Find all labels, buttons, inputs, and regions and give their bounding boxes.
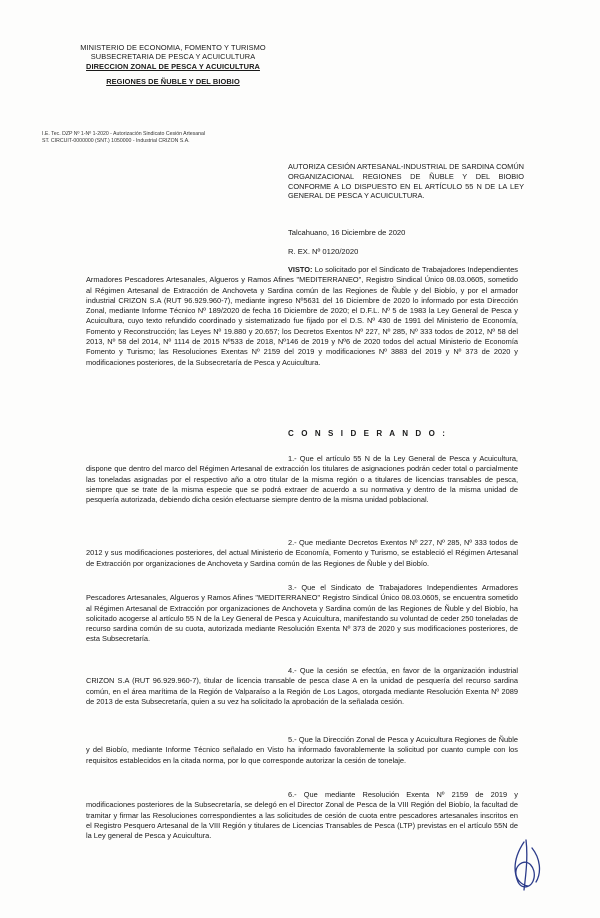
letterhead	[58, 43, 288, 87]
considerando-paragraph-1: 1.- Que el artículo 55 N de la Ley General de Pesca y Acuicultura, dispone que dentro del marco del Régimen Artesanal de extracción los titulares de asignaciones podrán ceder total o parcialmente las toneladas asignadas por el respectivo año a otro titular de la misma región o a titulares de licencias transables de pesca, siempre que se trate de la misma especie que se podrá extraer de acuerdo a su normativa y dentro de la misma unidad de pesquería autorizada, debiendo dicha cesión efectuarse siempre dentro de la misma unidad poblacional.	[86, 454, 518, 505]
considerando-paragraph-3: 3.- Que el Sindicato de Trabajadores Independientes Armadores Pescadores Artesanales, Algueros y Ramos Afines "MEDITERRANEO" Registro Sindical Único 08.03.0605, se encuentra sometido al Régimen Artesanal de Extracción por organizaciones de Anchoveta y Sardina común de las Regiones de Ñuble y del Biobío, ha solicitado acogerse al artículo 55 N de la Ley General de Pesca y Acuicultura, manifestando su voluntad de ceder 250 toneladas de recurso sardina común de su cuota, autorizada mediante Resolución Exenta Nº 373 de 2020 y sus modificaciones posteriores, de esta Subsecretaría.	[86, 583, 518, 644]
resolution-number: R. EX. Nº 0120/2020	[288, 247, 359, 256]
reference-line-1: I.E. Tec. DZP Nº 1-Nº 1-2020 - Autorización Sindicato Cesión Artesanal	[42, 131, 206, 137]
considerando-paragraph-2: 2.- Que mediante Decretos Exentos Nº 227, Nº 285, Nº 333 todos de 2012 y sus modificaciones posteriores, del actual Ministerio de Economía, Fomento y Turismo, se estableció el Régimen Artesanal de Extracción por organizaciones de Anchoveta y Sardina común de las Regiones de Ñuble y del Biobío.	[86, 538, 518, 568]
handwritten-signature	[502, 838, 550, 892]
regions-name: REGIONES DE ÑUBLE Y DEL BIOBIO	[106, 77, 240, 87]
reference-line-2: ST. CIRCUIT-0000000 (SNT.) 1050000 - Industrial CRIZON S.A.	[42, 137, 190, 144]
resolution-subject: AUTORIZA CESIÓN ARTESANAL-INDUSTRIAL DE SARDINA COMÚN ORGANIZACIONAL REGIONES DE ÑUBLE Y DEL BIOBIO CONFORME A LO DISPUESTO EN EL ARTÍCULO 55 N DE LA LEY GENERAL DE PESCA Y ACUICULTURA.	[288, 162, 524, 201]
considerando-paragraph-6: 6.- Que mediante Resolución Exenta Nº 2159 de 2019 y modificaciones posteriores de la Subsecretaría, se delegó en el Director Zonal de Pesca de la VIII Región del Biobío, la facultad de tramitar y firmar las Resoluciones correspondientes a las solicitudes de cesión de cuota entre pescadores artesanales inscritos en el Registro Pesquero Artesanal de la VIII Región y titulares de Licencias Transables de Pesca (LTP) previstas en el artículo 55N de la Ley general de Pesca y Acuicultura.	[86, 790, 518, 841]
zonal-direction-name: DIRECCION ZONAL DE PESCA Y ACUICULTURA	[86, 61, 260, 71]
ministry-name: MINISTERIO DE ECONOMIA, FOMENTO Y TURISMO	[80, 43, 266, 52]
visto-label: VISTO:	[288, 265, 313, 274]
resolution-date: Talcahuano, 16 Diciembre de 2020	[288, 228, 406, 237]
considerando-paragraph-4: 4.- Que la cesión se efectúa, en favor de la organización industrial CRIZON S.A (RUT 96.929.960-7), titular de licencia transable de pesca clase A en la unidad de pesquería del recurso sardina común, en el área marítima de la Región de Valparaíso a la Región de Los Lagos, otorgada mediante Resolución Exenta Nº 2089 de 2013 de esta Subsecretaría, quien a su vez ha solicitado la aprobación de la señalada cesión.	[86, 666, 518, 706]
visto-text: Lo solicitado por el Sindicato de Trabajadores Independientes Armadores Pescadores Artesanales, Algueros y Ramos Afines "MEDITERRANEO", Registro Sindical Único 08.03.0605, sometido al Régimen Artesanal de Extracción de Anchoveta y Sardina común de las Regiones de Ñuble y del Biobío, y por el armador industrial CRIZON S.A (RUT 96.929.960-7), mediante ingreso Nº5631 del 16 Diciembre de 2020 lo informado por esta Dirección Zonal, mediante Informe Técnico Nº 189/2020 de fecha 16 Diciembre de 2020; el D.F.L. Nº 5 de 1983 la Ley General de Pesca y Acuicultura, cuyo texto refundido coordinado y sistematizado fue fijado por el D.S. Nº 430 de 1991 del Ministerio de Economía, Fomento y Reconstrucción; las Leyes Nº 19.880 y 20.657; los Decretos Exentos Nº 227, Nº 285, Nº 333 todos de 2012, Nº 58 del 2013, Nº 58 del 2014, Nº 1114 de 2015 Nº533 de 2018, Nº146 de 2019 y Nº6 de 2020 todos del actual Ministerio de Economía Fomento y Turismo; las Resoluciones Exentas Nº 2159 del 2019 y modificaciones Nº 3883 del 2019 y Nº 373 de 2020 y modificaciones posteriores, de la Subsecretaría de Pesca y Acuicultura.	[86, 265, 518, 367]
reference-lines	[42, 131, 312, 144]
considerando-paragraph-5: 5.- Que la Dirección Zonal de Pesca y Acuicultura Regiones de Ñuble y del Biobío, mediante Informe Técnico señalado en Visto ha informado favorablemente la solicitud por cuanto cumple con los requisitos establecidos en la citada norma, por lo que corresponde autorizar la cesión de tonelaje.	[86, 735, 518, 765]
subsecretariat-name: SUBSECRETARIA DE PESCA Y ACUICULTURA	[90, 52, 256, 62]
considerando-heading: C O N S I D E R A N D O :	[288, 429, 448, 438]
visto-paragraph	[86, 265, 518, 368]
